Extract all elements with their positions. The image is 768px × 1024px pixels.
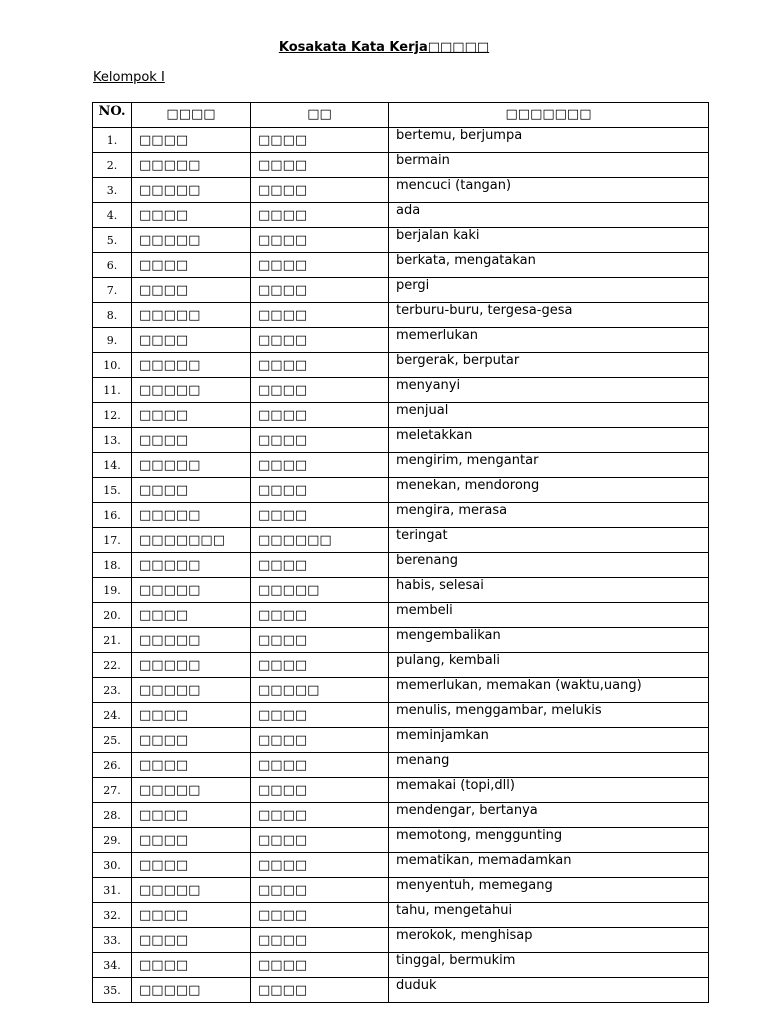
- row-form-1: □□□□□□□: [132, 528, 251, 553]
- row-meaning: teringat: [389, 528, 709, 553]
- row-meaning: berenang: [389, 553, 709, 578]
- row-form-2: □□□□: [251, 903, 389, 928]
- row-number: 32.: [93, 903, 132, 928]
- row-number: 25.: [93, 728, 132, 753]
- row-meaning: merokok, menghisap: [389, 928, 709, 953]
- row-number: 27.: [93, 778, 132, 803]
- row-form-2: □□□□: [251, 778, 389, 803]
- row-number: 35.: [93, 978, 132, 1003]
- header-form-2: □□: [251, 103, 389, 128]
- row-form-1: □□□□□: [132, 628, 251, 653]
- row-meaning: menulis, menggambar, melukis: [389, 703, 709, 728]
- row-number: 21.: [93, 628, 132, 653]
- row-meaning: berkata, mengatakan: [389, 253, 709, 278]
- table-row: [93, 178, 709, 203]
- row-number: 34.: [93, 953, 132, 978]
- row-number: 6.: [93, 253, 132, 278]
- table-row: [93, 528, 709, 553]
- table-row: [93, 778, 709, 803]
- row-form-2: □□□□: [251, 428, 389, 453]
- row-meaning: menjual: [389, 403, 709, 428]
- row-form-1: □□□□: [132, 203, 251, 228]
- row-number: 33.: [93, 928, 132, 953]
- row-form-1: □□□□□: [132, 303, 251, 328]
- row-form-2: □□□□: [251, 278, 389, 303]
- row-form-1: □□□□□: [132, 178, 251, 203]
- row-form-2: □□□□: [251, 228, 389, 253]
- row-form-2: □□□□: [251, 828, 389, 853]
- row-form-1: □□□□: [132, 928, 251, 953]
- row-number: 24.: [93, 703, 132, 728]
- row-meaning: bertemu, berjumpa: [389, 128, 709, 153]
- row-form-2: □□□□: [251, 553, 389, 578]
- row-number: 20.: [93, 603, 132, 628]
- table-row: [93, 653, 709, 678]
- row-number: 2.: [93, 153, 132, 178]
- row-meaning: memakai (topi,dll): [389, 778, 709, 803]
- row-number: 31.: [93, 878, 132, 903]
- table-row: [93, 478, 709, 503]
- row-meaning: mematikan, memadamkan: [389, 853, 709, 878]
- row-number: 12.: [93, 403, 132, 428]
- table-header-row: [93, 103, 709, 128]
- row-form-2: □□□□: [251, 953, 389, 978]
- table-row: [93, 928, 709, 953]
- table-row: [93, 453, 709, 478]
- row-form-2: □□□□: [251, 653, 389, 678]
- row-number: 16.: [93, 503, 132, 528]
- header-meaning: □□□□□□□: [389, 103, 709, 128]
- row-form-2: □□□□: [251, 803, 389, 828]
- row-meaning: bergerak, berputar: [389, 353, 709, 378]
- row-meaning: menyentuh, memegang: [389, 878, 709, 903]
- table-row: [93, 128, 709, 153]
- row-meaning: ada: [389, 203, 709, 228]
- row-meaning: menang: [389, 753, 709, 778]
- row-form-1: □□□□: [132, 828, 251, 853]
- row-form-2: □□□□: [251, 503, 389, 528]
- row-form-1: □□□□□: [132, 378, 251, 403]
- row-form-1: □□□□□: [132, 353, 251, 378]
- row-meaning: menekan, mendorong: [389, 478, 709, 503]
- row-meaning: pulang, kembali: [389, 653, 709, 678]
- row-meaning: memotong, menggunting: [389, 828, 709, 853]
- row-meaning: meletakkan: [389, 428, 709, 453]
- row-form-2: □□□□: [251, 978, 389, 1003]
- row-form-2: □□□□: [251, 153, 389, 178]
- row-form-2: □□□□: [251, 603, 389, 628]
- row-form-1: □□□□□: [132, 653, 251, 678]
- row-form-1: □□□□: [132, 728, 251, 753]
- row-form-1: □□□□: [132, 953, 251, 978]
- row-number: 23.: [93, 678, 132, 703]
- table-row: [93, 903, 709, 928]
- row-form-2: □□□□: [251, 878, 389, 903]
- row-number: 22.: [93, 653, 132, 678]
- row-meaning: mengembalikan: [389, 628, 709, 653]
- row-form-2: □□□□: [251, 178, 389, 203]
- row-form-2: □□□□: [251, 478, 389, 503]
- table-row: [93, 253, 709, 278]
- table-row: [93, 403, 709, 428]
- row-form-2: □□□□: [251, 378, 389, 403]
- row-number: 18.: [93, 553, 132, 578]
- table-row: [93, 153, 709, 178]
- row-meaning: meminjamkan: [389, 728, 709, 753]
- row-number: 26.: [93, 753, 132, 778]
- row-form-1: □□□□: [132, 128, 251, 153]
- row-form-2: □□□□□□: [251, 528, 389, 553]
- row-meaning: tahu, mengetahui: [389, 903, 709, 928]
- row-number: 17.: [93, 528, 132, 553]
- row-number: 1.: [93, 128, 132, 153]
- row-meaning: mendengar, bertanya: [389, 803, 709, 828]
- row-meaning: mencuci (tangan): [389, 178, 709, 203]
- row-form-2: □□□□: [251, 128, 389, 153]
- row-form-1: □□□□: [132, 603, 251, 628]
- row-form-1: □□□□□: [132, 228, 251, 253]
- row-form-1: □□□□: [132, 403, 251, 428]
- table-row: [93, 628, 709, 653]
- row-form-2: □□□□□: [251, 678, 389, 703]
- row-meaning: bermain: [389, 153, 709, 178]
- row-form-2: □□□□: [251, 353, 389, 378]
- row-number: 4.: [93, 203, 132, 228]
- row-form-1: □□□□□: [132, 978, 251, 1003]
- table-row: [93, 678, 709, 703]
- table-row: [93, 428, 709, 453]
- row-form-1: □□□□: [132, 478, 251, 503]
- row-form-1: □□□□□: [132, 553, 251, 578]
- row-form-2: □□□□□: [251, 578, 389, 603]
- row-number: 19.: [93, 578, 132, 603]
- header-number: NO.: [93, 103, 132, 128]
- row-number: 28.: [93, 803, 132, 828]
- row-form-1: □□□□: [132, 753, 251, 778]
- row-form-1: □□□□□: [132, 778, 251, 803]
- row-meaning: mengirim, mengantar: [389, 453, 709, 478]
- row-form-1: □□□□□: [132, 578, 251, 603]
- row-form-2: □□□□: [251, 328, 389, 353]
- row-form-1: □□□□: [132, 803, 251, 828]
- row-form-2: □□□□: [251, 728, 389, 753]
- row-form-1: □□□□: [132, 703, 251, 728]
- table-row: [93, 953, 709, 978]
- row-number: 3.: [93, 178, 132, 203]
- row-number: 10.: [93, 353, 132, 378]
- row-meaning: memerlukan, memakan (waktu,uang): [389, 678, 709, 703]
- row-meaning: duduk: [389, 978, 709, 1003]
- row-form-1: □□□□□: [132, 678, 251, 703]
- row-form-1: □□□□: [132, 428, 251, 453]
- row-form-1: □□□□: [132, 853, 251, 878]
- table-row: [93, 328, 709, 353]
- table-row: [93, 303, 709, 328]
- row-meaning: memerlukan: [389, 328, 709, 353]
- table-row: [93, 353, 709, 378]
- row-form-1: □□□□: [132, 903, 251, 928]
- row-meaning: menyanyi: [389, 378, 709, 403]
- row-form-2: □□□□: [251, 753, 389, 778]
- table-row: [93, 278, 709, 303]
- row-meaning: mengira, merasa: [389, 503, 709, 528]
- row-meaning: berjalan kaki: [389, 228, 709, 253]
- row-form-2: □□□□: [251, 453, 389, 478]
- row-meaning: habis, selesai: [389, 578, 709, 603]
- row-number: 8.: [93, 303, 132, 328]
- row-number: 29.: [93, 828, 132, 853]
- table-row: [93, 878, 709, 903]
- table-row: [93, 753, 709, 778]
- row-form-1: □□□□: [132, 278, 251, 303]
- row-meaning: tinggal, bermukim: [389, 953, 709, 978]
- row-meaning: terburu-buru, tergesa-gesa: [389, 303, 709, 328]
- table-row: [93, 828, 709, 853]
- row-form-1: □□□□□: [132, 153, 251, 178]
- table-row: [93, 703, 709, 728]
- row-number: 7.: [93, 278, 132, 303]
- group-label: Kelompok I: [93, 70, 165, 85]
- row-meaning: pergi: [389, 278, 709, 303]
- table-row: [93, 603, 709, 628]
- row-form-2: □□□□: [251, 403, 389, 428]
- header-form-1: □□□□: [132, 103, 251, 128]
- document-title: Kosakata Kata Kerja□□□□□: [278, 40, 490, 55]
- table-row: [93, 553, 709, 578]
- table-row: [93, 728, 709, 753]
- table-row: [93, 203, 709, 228]
- vocabulary-table: [92, 102, 709, 1003]
- row-form-2: □□□□: [251, 203, 389, 228]
- row-form-1: □□□□□: [132, 878, 251, 903]
- row-form-2: □□□□: [251, 928, 389, 953]
- row-number: 11.: [93, 378, 132, 403]
- table-row: [93, 803, 709, 828]
- row-form-2: □□□□: [251, 703, 389, 728]
- row-form-1: □□□□: [132, 253, 251, 278]
- row-number: 30.: [93, 853, 132, 878]
- row-number: 14.: [93, 453, 132, 478]
- table-row: [93, 853, 709, 878]
- table-row: [93, 228, 709, 253]
- row-form-2: □□□□: [251, 253, 389, 278]
- row-form-1: □□□□□: [132, 503, 251, 528]
- row-meaning: membeli: [389, 603, 709, 628]
- table-row: [93, 578, 709, 603]
- row-number: 13.: [93, 428, 132, 453]
- table-row: [93, 503, 709, 528]
- row-form-2: □□□□: [251, 303, 389, 328]
- row-number: 9.: [93, 328, 132, 353]
- table-row: [93, 378, 709, 403]
- row-form-1: □□□□: [132, 328, 251, 353]
- row-form-1: □□□□□: [132, 453, 251, 478]
- row-number: 15.: [93, 478, 132, 503]
- table-row: [93, 978, 709, 1003]
- row-number: 5.: [93, 228, 132, 253]
- row-form-2: □□□□: [251, 628, 389, 653]
- row-form-2: □□□□: [251, 853, 389, 878]
